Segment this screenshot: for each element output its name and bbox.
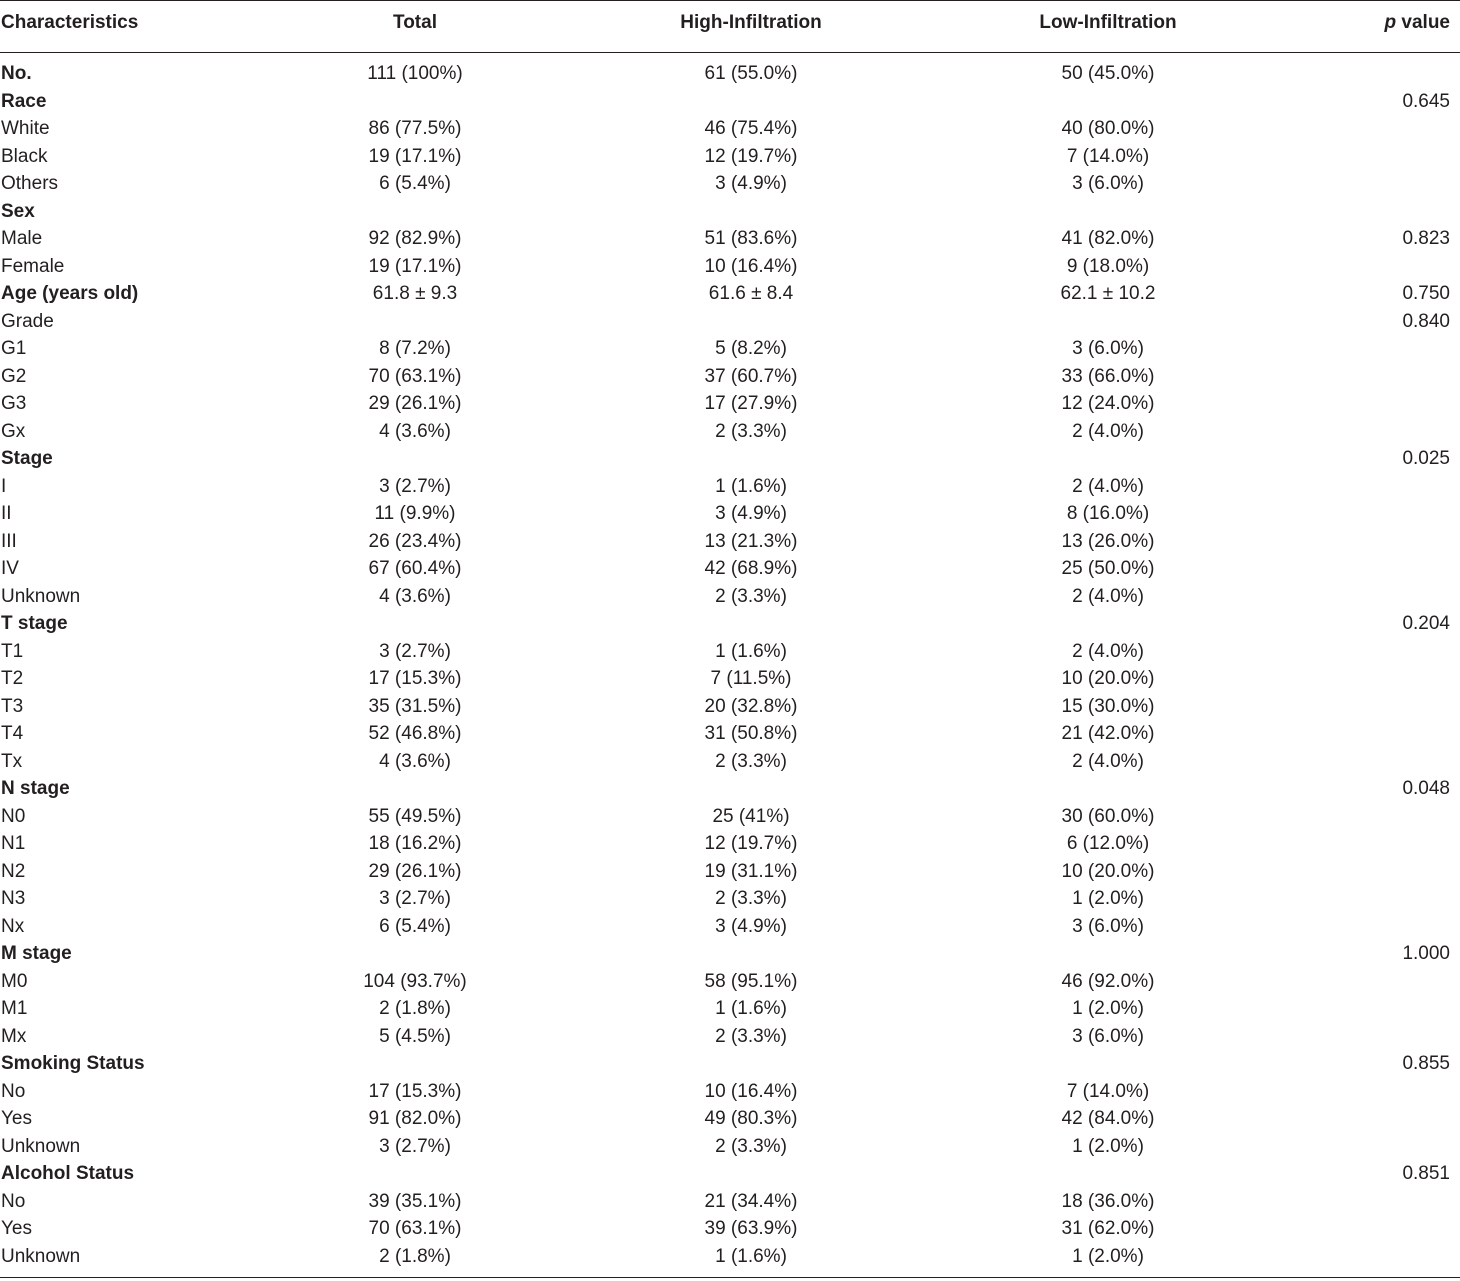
cell-total: 35 (31.5%) — [368, 695, 462, 717]
cell-low-infiltration: 7 (14.0%) — [1066, 1080, 1150, 1102]
cell-high-infiltration: 61.6 ± 8.4 — [708, 283, 794, 304]
table-row — [0, 1025, 1460, 1053]
row-label: No. — [1, 63, 32, 84]
cell-p-value: 0.025 — [1402, 448, 1450, 469]
row-label: Yes — [1, 1218, 32, 1239]
cell-low-infiltration: 41 (82.0%) — [1061, 228, 1155, 249]
cell-low-infiltration: 3 (6.0%) — [1072, 1025, 1144, 1047]
row-label: No — [1, 1190, 26, 1212]
cell-low-infiltration: 2 (4.0%) — [1072, 420, 1144, 442]
row-label: Black — [1, 145, 48, 167]
table-row — [0, 1107, 1460, 1135]
cell-total: 104 (93.7%) — [363, 970, 467, 992]
cell-high-infiltration: 2 (3.3%) — [715, 888, 787, 909]
row-label: White — [1, 118, 50, 139]
table-row — [0, 172, 1460, 200]
cell-total: 29 (26.1%) — [368, 393, 462, 414]
table-row — [0, 255, 1460, 283]
row-label: IV — [1, 558, 19, 579]
row-label: T stage — [1, 613, 68, 634]
table-row — [0, 860, 1460, 888]
row-label: N0 — [1, 805, 26, 827]
row-label: Race — [1, 90, 47, 112]
table-row — [0, 475, 1460, 503]
cell-low-infiltration: 6 (12.0%) — [1066, 833, 1150, 854]
cell-low-infiltration: 3 (6.0%) — [1072, 915, 1144, 937]
table-row — [0, 557, 1460, 585]
cell-high-infiltration: 12 (19.7%) — [704, 145, 798, 167]
cell-high-infiltration: 46 (75.4%) — [704, 118, 798, 139]
row-label: Age (years old) — [1, 283, 139, 304]
cell-high-infiltration: 13 (21.3%) — [704, 530, 798, 552]
row-label: M1 — [1, 998, 28, 1019]
cell-high-infiltration: 19 (31.1%) — [704, 860, 798, 882]
table-row — [0, 667, 1460, 695]
row-label: N2 — [1, 860, 26, 882]
cell-total: 8 (7.2%) — [379, 338, 451, 359]
cell-low-infiltration: 10 (20.0%) — [1061, 860, 1155, 882]
table-row — [0, 1190, 1460, 1218]
table-header-rule — [0, 52, 1460, 53]
cell-total: 70 (63.1%) — [368, 365, 462, 387]
cell-low-infiltration: 25 (50.0%) — [1061, 558, 1155, 579]
cell-high-infiltration: 1 (1.6%) — [715, 640, 787, 662]
cell-high-infiltration: 3 (4.9%) — [715, 503, 787, 524]
cell-total: 4 (3.6%) — [379, 420, 451, 442]
cell-high-infiltration: 39 (63.9%) — [704, 1218, 798, 1239]
cell-high-infiltration: 61 (55.0%) — [704, 63, 798, 84]
cell-total: 86 (77.5%) — [368, 118, 462, 139]
cell-high-infiltration: 2 (3.3%) — [715, 585, 787, 607]
cell-high-infiltration: 37 (60.7%) — [704, 365, 798, 387]
row-label: G2 — [1, 365, 27, 387]
row-label: Mx — [1, 1025, 27, 1047]
table-top-rule — [0, 0, 1460, 1]
cell-high-infiltration: 2 (3.3%) — [715, 420, 787, 442]
cell-high-infiltration: 1 (1.6%) — [715, 998, 787, 1019]
cell-low-infiltration: 7 (14.0%) — [1066, 145, 1150, 167]
table-row — [0, 62, 1460, 90]
cell-low-infiltration: 21 (42.0%) — [1061, 723, 1155, 744]
row-label: III — [1, 530, 17, 552]
table-row — [0, 1080, 1460, 1108]
cell-low-infiltration: 2 (4.0%) — [1072, 640, 1144, 662]
row-label: G3 — [1, 393, 27, 414]
row-label: Stage — [1, 448, 53, 469]
cell-total: 6 (5.4%) — [379, 173, 451, 194]
cell-total: 29 (26.1%) — [368, 860, 462, 882]
table-row — [0, 640, 1460, 668]
cell-p-value: 0.823 — [1402, 228, 1450, 249]
cell-total: 17 (15.3%) — [368, 1080, 462, 1102]
header-p-italic: p — [1384, 12, 1397, 33]
cell-p-value: 0.750 — [1402, 283, 1450, 304]
row-label: Female — [1, 255, 65, 277]
cell-low-infiltration: 1 (2.0%) — [1072, 998, 1144, 1019]
cell-total: 4 (3.6%) — [379, 750, 451, 772]
row-label: T2 — [1, 668, 24, 689]
cell-total: 91 (82.0%) — [368, 1108, 462, 1129]
table-row — [0, 750, 1460, 778]
cell-high-infiltration: 1 (1.6%) — [715, 475, 787, 497]
row-label: Tx — [1, 750, 23, 772]
cell-total: 3 (2.7%) — [379, 640, 451, 662]
cell-high-infiltration: 12 (19.7%) — [704, 833, 798, 854]
row-label: Unknown — [1, 585, 81, 607]
table-row — [0, 1135, 1460, 1163]
cell-low-infiltration: 9 (18.0%) — [1066, 255, 1150, 277]
row-label: N1 — [1, 833, 26, 854]
table-row — [0, 392, 1460, 420]
table-row — [0, 777, 1460, 805]
row-label: Male — [1, 228, 43, 249]
table-row — [0, 805, 1460, 833]
cell-high-infiltration: 2 (3.3%) — [715, 1025, 787, 1047]
table-row — [0, 447, 1460, 475]
cell-low-infiltration: 50 (45.0%) — [1061, 63, 1155, 84]
cell-p-value: 0.840 — [1402, 310, 1450, 332]
cell-low-infiltration: 46 (92.0%) — [1061, 970, 1155, 992]
table-row — [0, 915, 1460, 943]
cell-low-infiltration: 33 (66.0%) — [1061, 365, 1155, 387]
cell-high-infiltration: 21 (34.4%) — [704, 1190, 798, 1212]
row-label: Unknown — [1, 1245, 81, 1267]
table-row — [0, 530, 1460, 558]
cell-p-value: 0.204 — [1402, 613, 1450, 634]
row-label: Yes — [1, 1108, 32, 1129]
table-row — [0, 337, 1460, 365]
cell-high-infiltration: 3 (4.9%) — [715, 915, 787, 937]
header-p-rest: value — [1396, 12, 1450, 33]
header-p-value — [1385, 12, 1450, 34]
table-row — [0, 282, 1460, 310]
cell-high-infiltration: 7 (11.5%) — [710, 668, 792, 689]
table-row — [0, 90, 1460, 118]
cell-total: 26 (23.4%) — [368, 530, 462, 552]
cell-high-infiltration: 2 (3.3%) — [715, 1135, 787, 1157]
table-body — [0, 62, 1460, 1272]
cell-low-infiltration: 15 (30.0%) — [1061, 695, 1155, 717]
cell-total: 17 (15.3%) — [368, 668, 462, 689]
row-label: T3 — [1, 695, 24, 717]
table-header-row — [0, 12, 1460, 42]
cell-high-infiltration: 17 (27.9%) — [704, 393, 798, 414]
cell-low-infiltration: 3 (6.0%) — [1072, 173, 1144, 194]
cell-low-infiltration: 1 (2.0%) — [1072, 1245, 1144, 1267]
row-label: Others — [1, 173, 59, 194]
table-row — [0, 365, 1460, 393]
table-row — [0, 585, 1460, 613]
table-row — [0, 227, 1460, 255]
cell-low-infiltration: 18 (36.0%) — [1061, 1190, 1155, 1212]
cell-high-infiltration: 42 (68.9%) — [704, 558, 798, 579]
cell-low-infiltration: 2 (4.0%) — [1072, 475, 1144, 497]
cell-p-value: 1.000 — [1402, 943, 1450, 964]
cell-low-infiltration: 31 (62.0%) — [1061, 1218, 1155, 1239]
cell-total: 3 (2.7%) — [379, 475, 451, 497]
cell-total: 4 (3.6%) — [379, 585, 451, 607]
cell-p-value: 0.851 — [1402, 1163, 1450, 1184]
table-row — [0, 942, 1460, 970]
cell-low-infiltration: 13 (26.0%) — [1061, 530, 1155, 552]
cell-high-infiltration: 1 (1.6%) — [715, 1245, 787, 1267]
cell-high-infiltration: 3 (4.9%) — [715, 173, 787, 194]
cell-p-value: 0.645 — [1402, 90, 1450, 112]
cell-total: 55 (49.5%) — [368, 805, 462, 827]
cell-low-infiltration: 1 (2.0%) — [1072, 1135, 1144, 1157]
cell-p-value: 0.855 — [1402, 1053, 1450, 1074]
cell-total: 3 (2.7%) — [379, 1135, 451, 1157]
row-label: I — [1, 475, 7, 497]
cell-total: 3 (2.7%) — [379, 888, 451, 909]
table-row — [0, 1217, 1460, 1245]
cell-total: 19 (17.1%) — [368, 145, 462, 167]
cell-total: 2 (1.8%) — [379, 1245, 451, 1267]
row-label: Smoking Status — [1, 1053, 145, 1074]
cell-high-infiltration: 51 (83.6%) — [704, 228, 798, 249]
cell-total: 6 (5.4%) — [379, 915, 451, 937]
cell-low-infiltration: 2 (4.0%) — [1072, 750, 1144, 772]
cell-high-infiltration: 25 (41%) — [712, 805, 790, 827]
row-label: II — [1, 503, 12, 524]
cell-total: 5 (4.5%) — [379, 1025, 451, 1047]
table-row — [0, 1245, 1460, 1273]
cell-total: 19 (17.1%) — [368, 255, 462, 277]
cell-total: 92 (82.9%) — [368, 228, 462, 249]
row-label: Alcohol Status — [1, 1163, 135, 1184]
row-label: T4 — [1, 723, 24, 744]
table-row — [0, 200, 1460, 228]
header-total: Total — [393, 12, 437, 33]
row-label: G1 — [1, 338, 27, 359]
row-label: Grade — [1, 310, 54, 332]
cell-total: 111 (100%) — [367, 63, 463, 84]
header-high-infiltration: High-Infiltration — [680, 12, 822, 33]
cell-low-infiltration: 12 (24.0%) — [1061, 393, 1155, 414]
cell-high-infiltration: 2 (3.3%) — [715, 750, 787, 772]
table-row — [0, 695, 1460, 723]
table-row — [0, 970, 1460, 998]
table-row — [0, 887, 1460, 915]
cell-total: 2 (1.8%) — [379, 998, 451, 1019]
header-low-infiltration: Low-Infiltration — [1039, 12, 1177, 33]
table-bottom-rule — [0, 1277, 1460, 1278]
row-label: M stage — [1, 943, 72, 964]
table-row — [0, 1052, 1460, 1080]
table-row — [0, 117, 1460, 145]
cell-low-infiltration: 3 (6.0%) — [1072, 338, 1144, 359]
cell-total: 52 (46.8%) — [368, 723, 462, 744]
table-row — [0, 612, 1460, 640]
table-row — [0, 420, 1460, 448]
row-label: No — [1, 1080, 26, 1102]
cell-low-infiltration: 8 (16.0%) — [1066, 503, 1150, 524]
table-row — [0, 310, 1460, 338]
header-characteristics: Characteristics — [1, 12, 139, 33]
cell-total: 70 (63.1%) — [368, 1218, 462, 1239]
row-label: T1 — [1, 640, 24, 662]
cell-total: 11 (9.9%) — [374, 503, 456, 524]
table-row — [0, 832, 1460, 860]
cell-high-infiltration: 5 (8.2%) — [715, 338, 787, 359]
row-label: Nx — [1, 915, 25, 937]
cell-total: 67 (60.4%) — [368, 558, 462, 579]
cell-low-infiltration: 30 (60.0%) — [1061, 805, 1155, 827]
table-row — [0, 145, 1460, 173]
cell-high-infiltration: 49 (80.3%) — [704, 1108, 798, 1129]
cell-high-infiltration: 20 (32.8%) — [704, 695, 798, 717]
cell-low-infiltration: 40 (80.0%) — [1061, 118, 1155, 139]
cell-high-infiltration: 58 (95.1%) — [704, 970, 798, 992]
cell-total: 61.8 ± 9.3 — [372, 283, 458, 304]
cell-p-value: 0.048 — [1402, 778, 1450, 799]
cell-low-infiltration: 62.1 ± 10.2 — [1060, 283, 1156, 304]
cell-high-infiltration: 31 (50.8%) — [704, 723, 798, 744]
table-row — [0, 502, 1460, 530]
row-label: M0 — [1, 970, 28, 992]
row-label: N stage — [1, 778, 70, 799]
cell-low-infiltration: 10 (20.0%) — [1061, 668, 1155, 689]
row-label: Unknown — [1, 1135, 81, 1157]
cell-total: 39 (35.1%) — [368, 1190, 462, 1212]
cell-total: 18 (16.2%) — [368, 833, 462, 854]
row-label: N3 — [1, 888, 26, 909]
cell-low-infiltration: 2 (4.0%) — [1072, 585, 1144, 607]
cell-high-infiltration: 10 (16.4%) — [704, 255, 798, 277]
table-row — [0, 997, 1460, 1025]
row-label: Gx — [1, 420, 26, 442]
cell-high-infiltration: 10 (16.4%) — [704, 1080, 798, 1102]
cell-low-infiltration: 1 (2.0%) — [1072, 888, 1144, 909]
table-row — [0, 722, 1460, 750]
table-row — [0, 1162, 1460, 1190]
cell-low-infiltration: 42 (84.0%) — [1061, 1108, 1155, 1129]
row-label: Sex — [1, 200, 35, 222]
